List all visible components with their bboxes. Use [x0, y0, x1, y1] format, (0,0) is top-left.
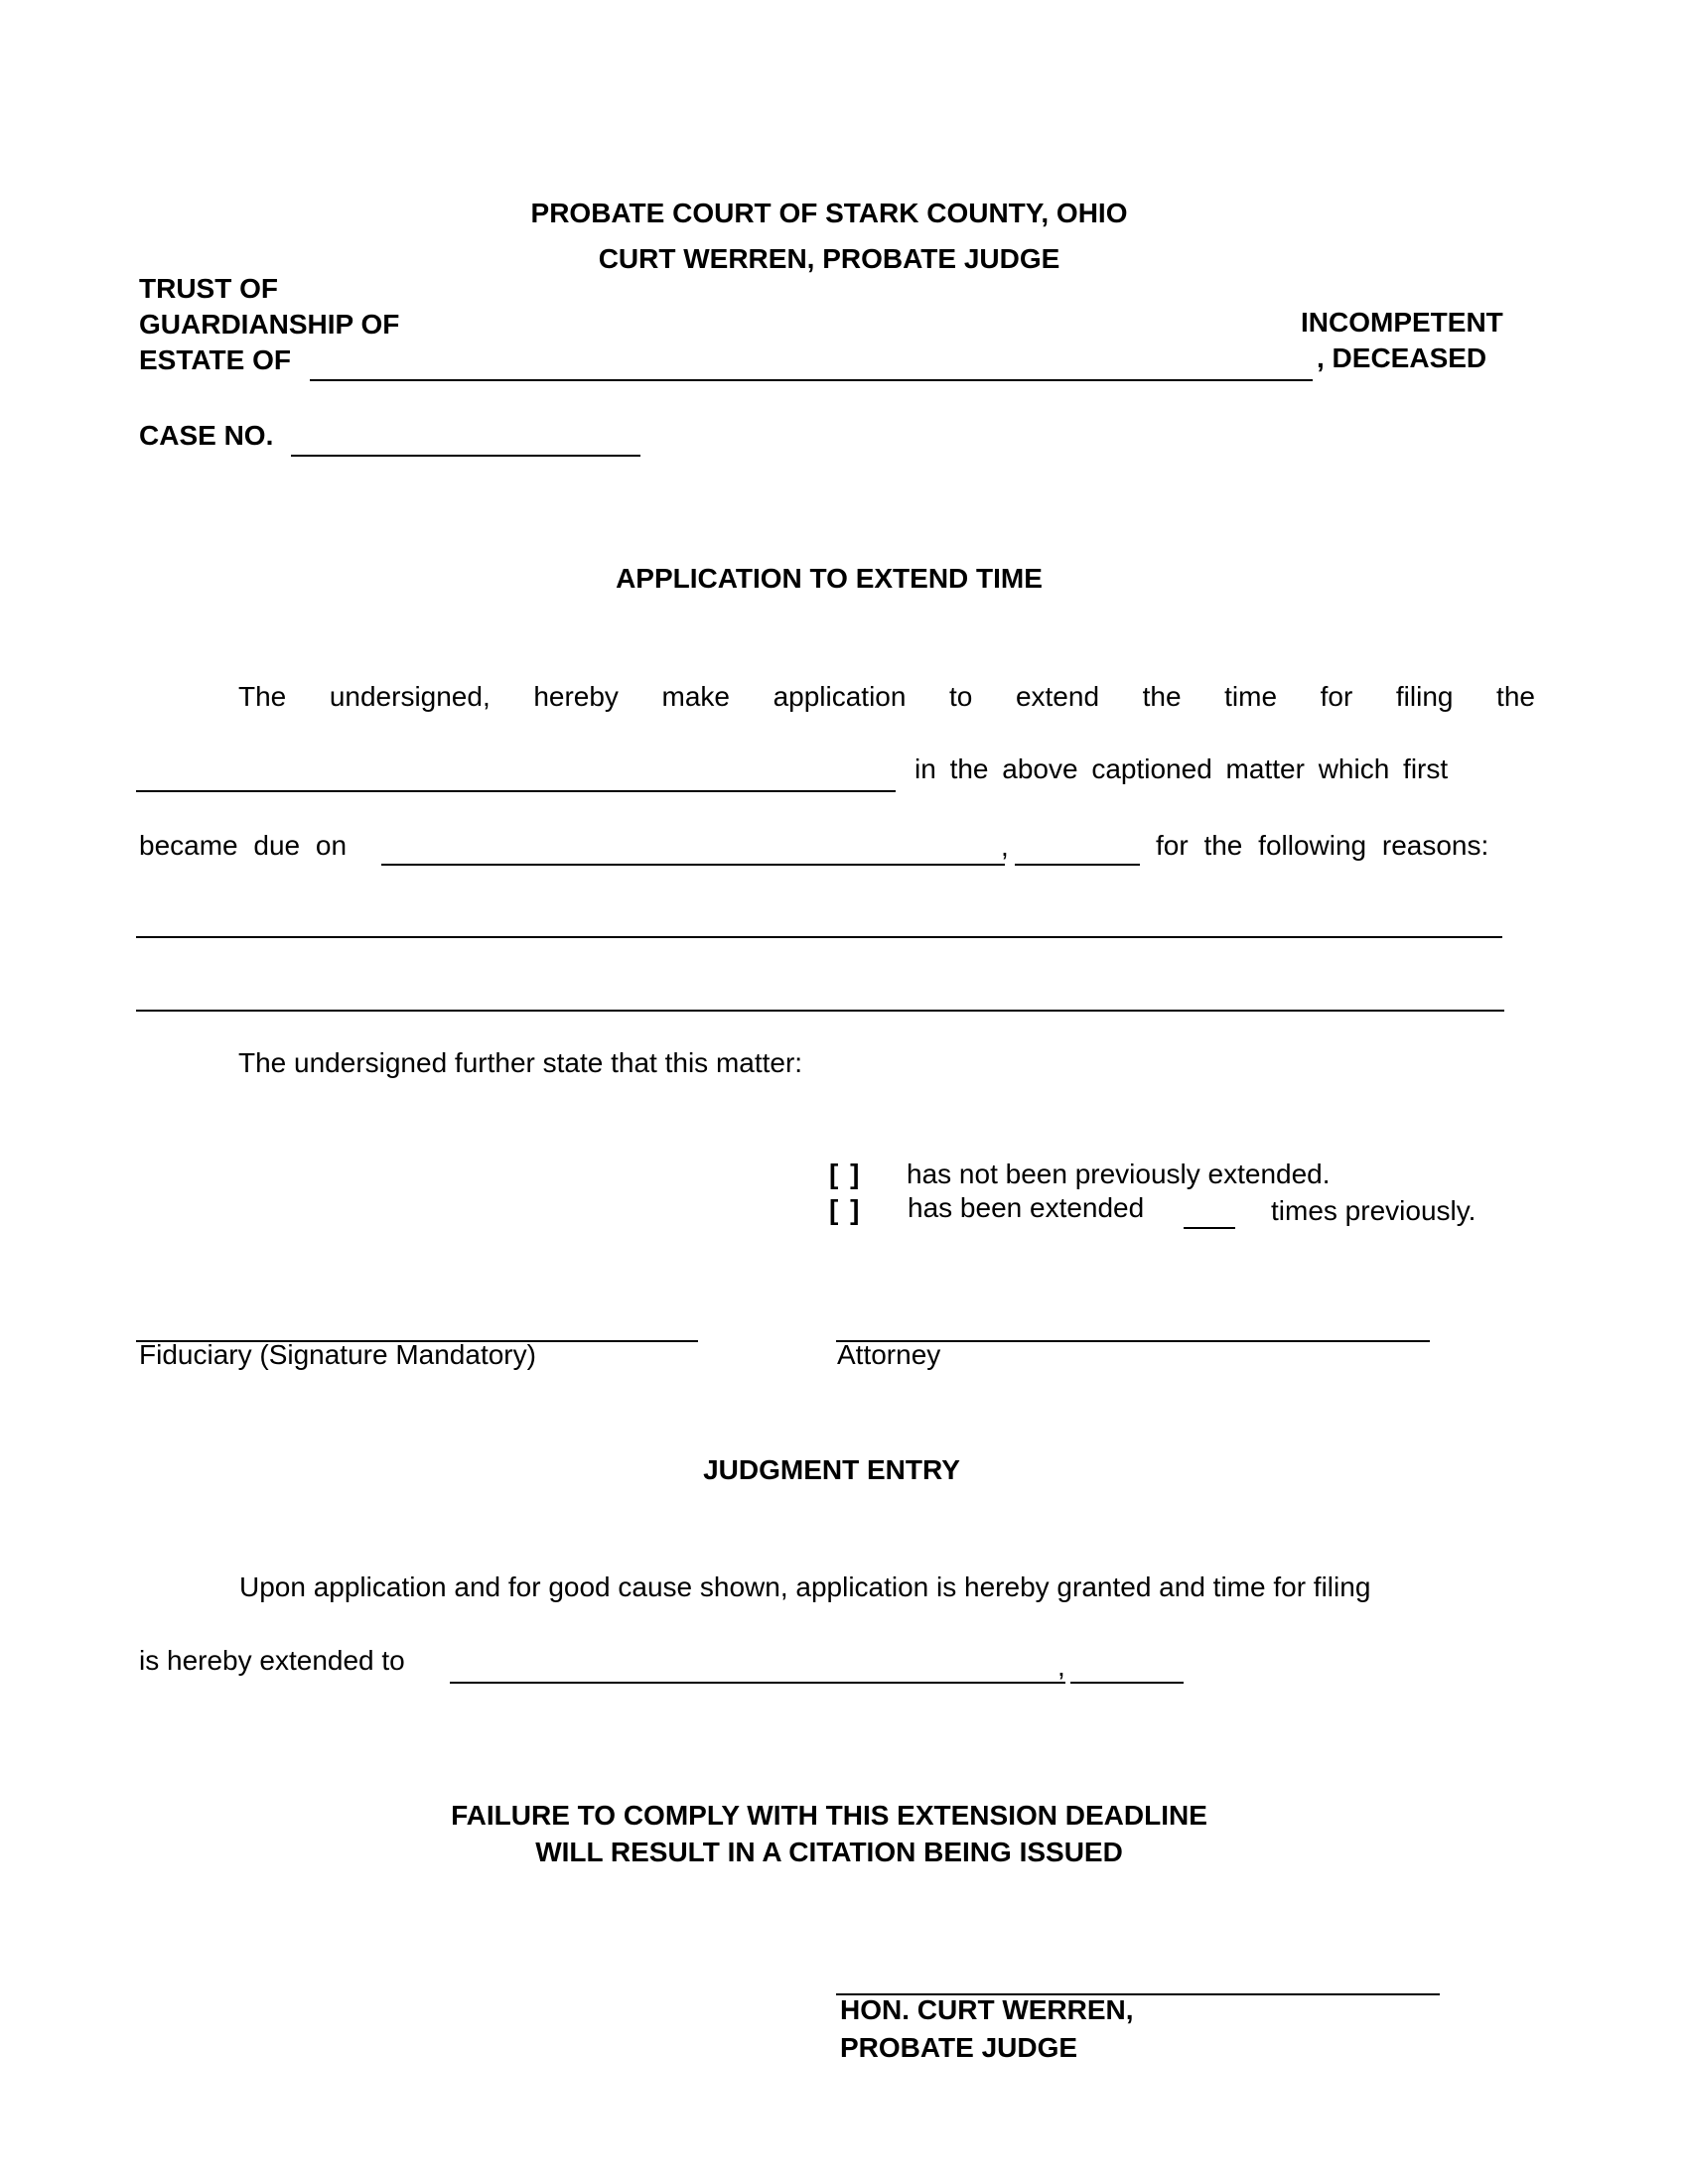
attorney-label: Attorney	[837, 1339, 941, 1370]
option-extended-label: has been extended	[908, 1192, 1145, 1223]
due-year-field[interactable]	[1015, 864, 1140, 866]
case-no-field[interactable]	[291, 455, 640, 457]
extended-date-field[interactable]	[450, 1682, 1065, 1684]
warning-line-1: FAILURE TO COMPLY WITH THIS EXTENSION DEADLINE	[451, 1800, 1207, 1831]
further-state-text: The undersigned further state that this matter:	[238, 1047, 803, 1078]
due-date-comma: ,	[1001, 831, 1009, 862]
due-date-field[interactable]	[381, 864, 1005, 866]
application-title: APPLICATION TO EXTEND TIME	[616, 563, 1043, 594]
became-due-label: became due on	[139, 830, 348, 861]
warning-line-2: WILL RESULT IN A CITATION BEING ISSUED	[535, 1837, 1123, 1867]
estate-name-field[interactable]	[310, 379, 1313, 381]
reasons-field-1[interactable]	[136, 936, 1502, 938]
deceased-label: , DECEASED	[1317, 342, 1487, 373]
body-line-1: The undersigned, hereby make application to extend the time for filing the	[238, 681, 1535, 712]
checkbox-extended[interactable]: [ ]	[829, 1194, 862, 1225]
guardianship-of-label: GUARDIANSHIP OF	[139, 309, 400, 340]
option-not-extended-label: has not been previously extended.	[907, 1159, 1331, 1189]
reasons-field-2[interactable]	[136, 1010, 1504, 1012]
times-extended-field[interactable]	[1184, 1227, 1235, 1229]
extended-year-field[interactable]	[1070, 1682, 1184, 1684]
case-no-label: CASE NO.	[139, 420, 274, 451]
estate-of-label: ESTATE OF	[139, 344, 291, 375]
extended-to-label: is hereby extended to	[139, 1645, 405, 1676]
judge-name-header: CURT WERREN, PROBATE JUDGE	[598, 243, 1060, 274]
checkbox-not-extended[interactable]: [ ]	[829, 1159, 862, 1189]
trust-of-label: TRUST OF	[139, 273, 278, 304]
times-previously-label: times previously.	[1271, 1195, 1477, 1226]
extended-date-comma: ,	[1057, 1651, 1065, 1682]
fiduciary-label: Fiduciary (Signature Mandatory)	[139, 1339, 536, 1370]
incompetent-label: INCOMPETENT	[1301, 307, 1503, 338]
reasons-label: for the following reasons:	[1156, 830, 1489, 861]
court-name: PROBATE COURT OF STARK COUNTY, OHIO	[530, 198, 1128, 228]
judge-signature-title: PROBATE JUDGE	[840, 2032, 1078, 2063]
judgment-entry-title: JUDGMENT ENTRY	[703, 1454, 960, 1485]
judge-signature-name: HON. CURT WERREN,	[840, 1994, 1134, 2025]
filing-item-field[interactable]	[136, 790, 896, 792]
body-line-2: in the above captioned matter which first	[914, 753, 1449, 784]
judgment-line-1: Upon application and for good cause shown, application is hereby granted and time for filing	[239, 1571, 1371, 1602]
